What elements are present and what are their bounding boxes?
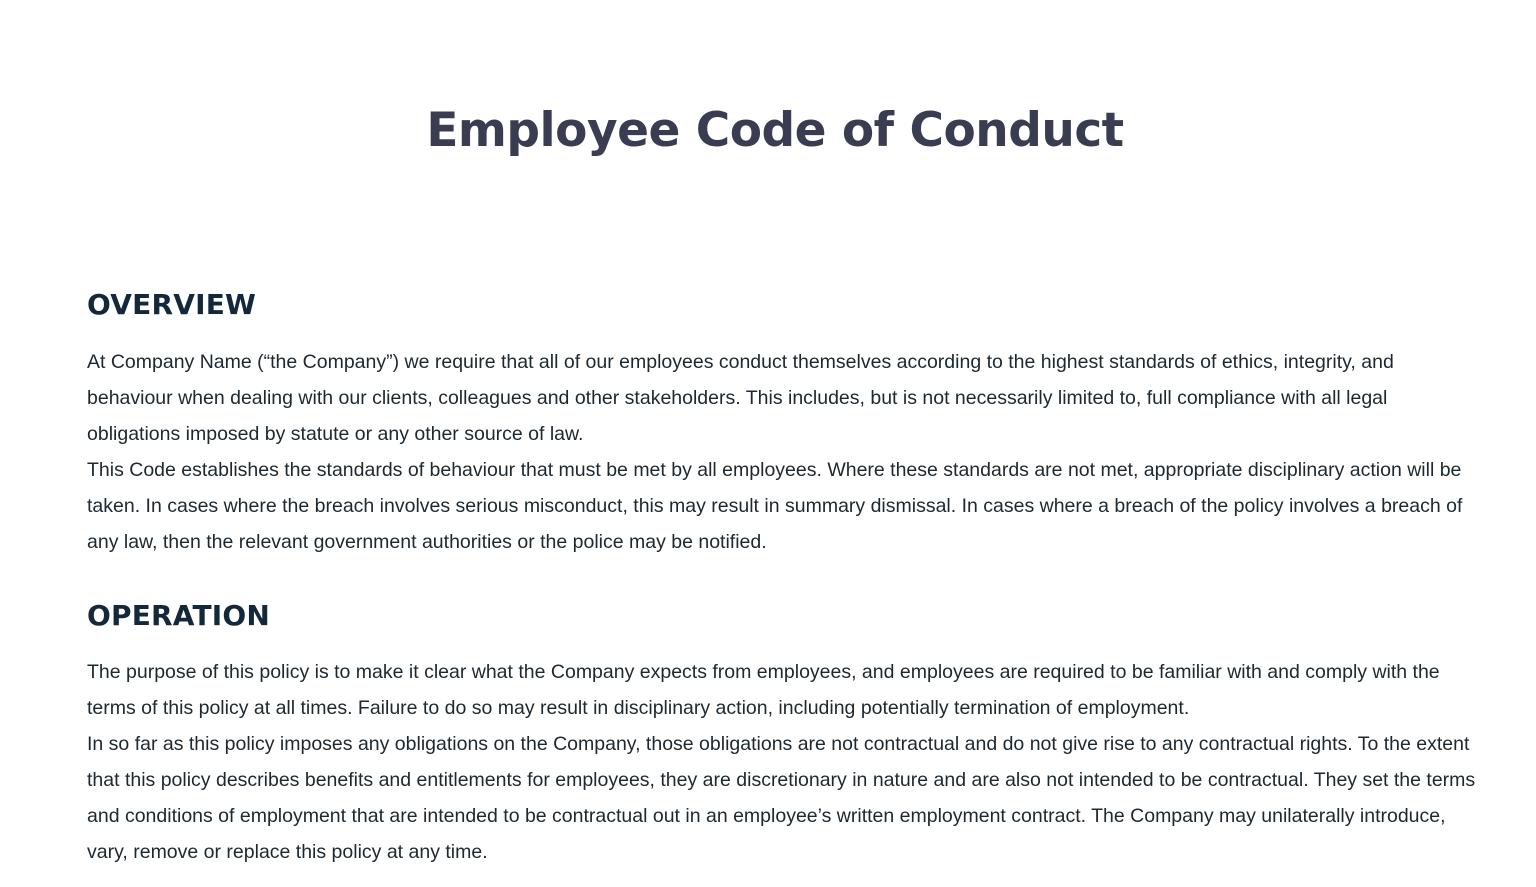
overview-paragraph-2: This Code establishes the standards of behaviour that must be met by all employees. Where these standards are not met, appropriate disciplinary action will be taken. In cases where the breach involves serious misconduct, this may result in summary dismissal. In cases where a breach of the policy involves a breach of any law, then the relevant government authorities or the police may be notified.: [87, 459, 1463, 553]
operation-paragraph-1: The purpose of this policy is to make it clear what the Company expects from employees, and employees are required to be familiar with and comply with the terms of this policy at all times. Failure to do so may result in disciplinary action, including potentially termination of employment.: [87, 661, 1440, 719]
section-operation: [87, 594, 1477, 870]
section-overview: [87, 283, 1477, 560]
operation-paragraph-2: In so far as this policy imposes any obligations on the Company, those obligations are not contractual and do not give rise to any contractual rights. To the extent that this policy describes benefits and entitlements for employees, they are discretionary in nature and are also not intended to be contractual. They set the terms and conditions of employment that are intended to be contractual out in an employee’s written employment contract. The Company may unilaterally introduce, vary, remove or replace this policy at any time.: [87, 733, 1476, 863]
section-heading-overview: OVERVIEW: [87, 288, 257, 321]
overview-paragraph-1: At Company Name (“the Company”) we require that all of our employees conduct themselves according to the highest standards of ethics, integrity, and behaviour when dealing with our clients, colleagues and other stakeholders. This includes, but is not necessarily limited to, full compliance with all legal obligations imposed by statute or any other source of law.: [87, 351, 1394, 445]
document-body: [87, 283, 1477, 870]
section-heading-operation: OPERATION: [87, 599, 271, 632]
document-title: Employee Code of Conduct: [426, 103, 1124, 158]
